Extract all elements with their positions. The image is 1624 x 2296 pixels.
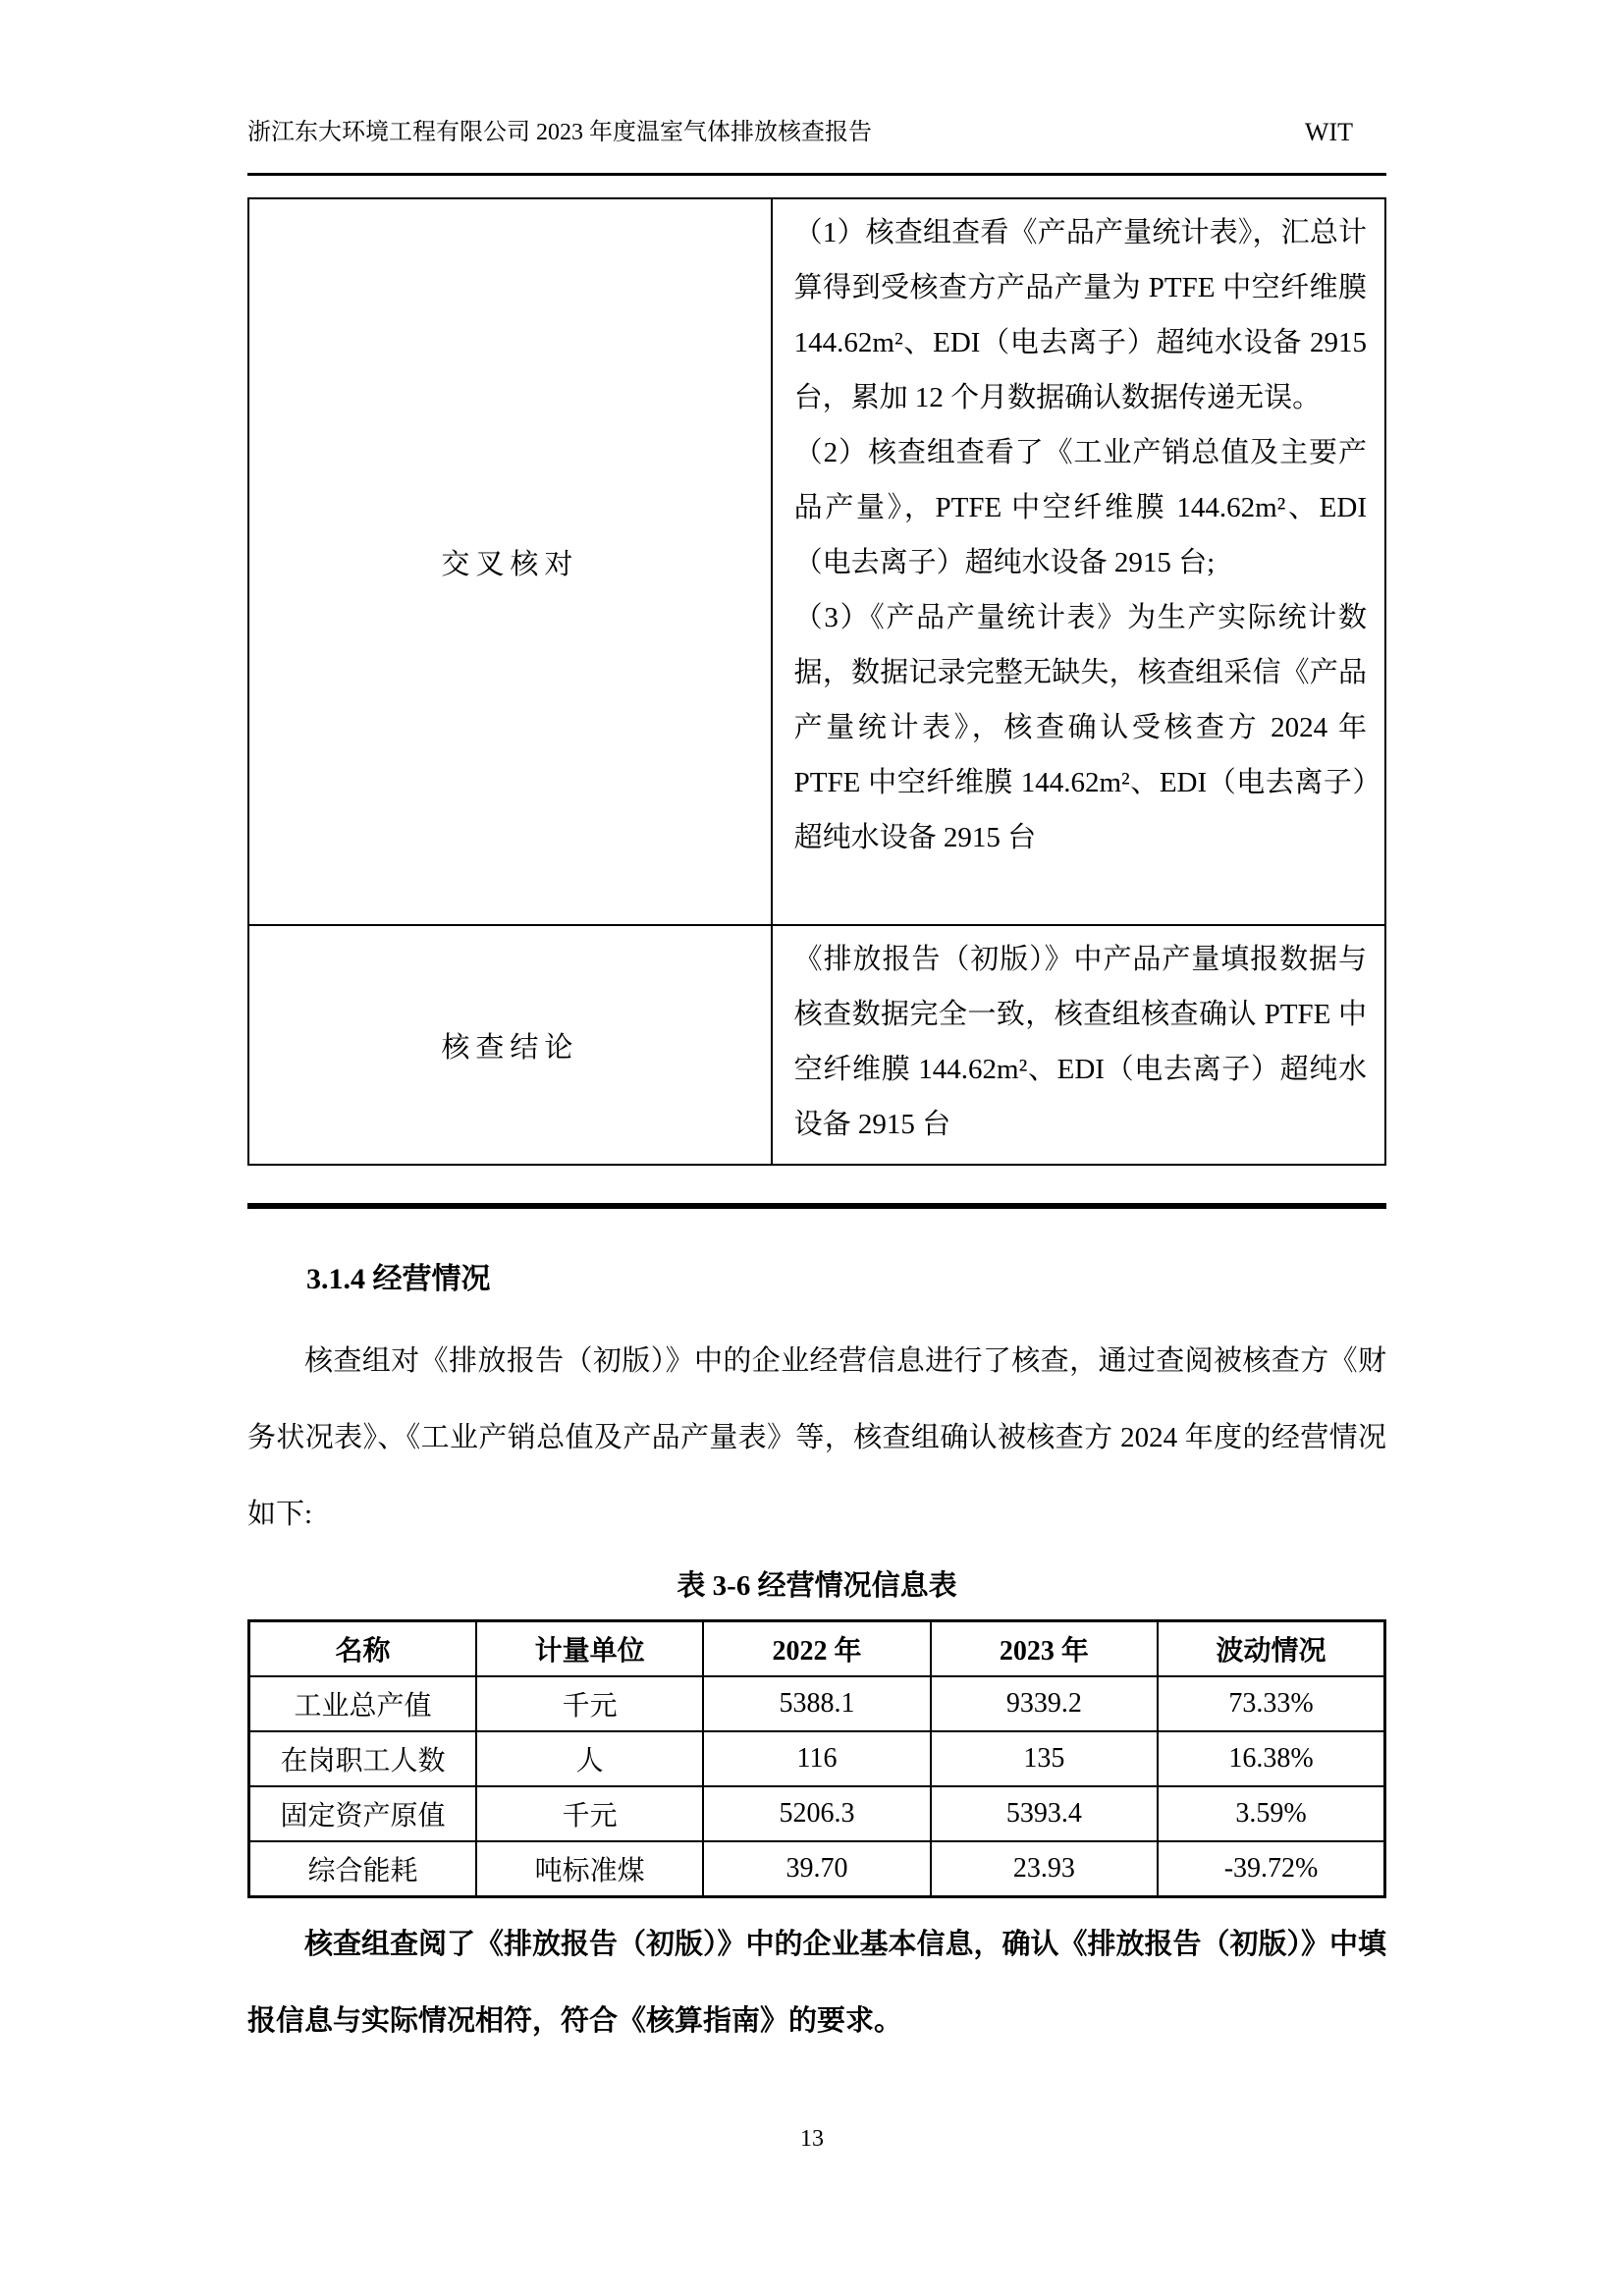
cell-unit: 千元 [476, 1676, 703, 1731]
cell-2022: 116 [703, 1731, 930, 1786]
section-paragraph: 核查组对《排放报告（初版）》中的企业经营信息进行了核查，通过查阅被核查方《财务状况表》、《工业产销总值及产品产量表》等，核查组确认被核查方 2024 年度的经营情况如下: [247, 1345, 1386, 1530]
cell-2023: 9339.2 [931, 1676, 1158, 1731]
column-header-name: 名称 [249, 1621, 476, 1677]
business-info-table [247, 1619, 1386, 1898]
section-heading: 3.1.4 经营情况 [306, 1263, 491, 1295]
conclusion-paragraph: 《排放报告（初版）》中产品产量填报数据与核查数据完全一致，核查组核查确认 PTFE 中空纤维膜 144.62m²、EDI（电去离子）超纯水设备 2915 台 [793, 944, 1367, 1140]
cell-name: 固定资产原值 [249, 1786, 476, 1841]
table-row-cross-check [248, 198, 1385, 925]
cross-check-paragraph-1: （1）核查组查看《产品产量统计表》，汇总计算得到受核查方产品产量为 PTFE 中空纤维膜 144.62m²、EDI（电去离子）超纯水设备 2915 台，累加 12 个月数据确认数据传递无误。 [793, 217, 1367, 413]
business-table-header-row [249, 1621, 1385, 1677]
cell-2022: 5388.1 [703, 1676, 930, 1731]
page-content [247, 0, 1386, 2059]
cell-name: 工业总产值 [249, 1676, 476, 1731]
header-title: 浙江东大环境工程有限公司 2023 年度温室气体排放核查报告 [247, 120, 872, 145]
header-rule [247, 173, 1386, 176]
page-number: 13 [800, 2126, 824, 2152]
cell-fluctuation: 16.38% [1158, 1731, 1384, 1786]
column-header-fluctuation: 波动情况 [1158, 1621, 1384, 1677]
cross-check-paragraph-3: （3）《产品产量统计表》为生产实际统计数据，数据记录完整无缺失，核查组采信《产品产量统计表》，核查确认受核查方 2024 年 PTFE 中空纤维膜 144.62m²、EDI（电去离子）超纯水设备 2915 台 [793, 602, 1367, 853]
cell-2023: 135 [931, 1731, 1158, 1786]
page-header [247, 0, 1386, 149]
row-label-conclusion: 核查结论 [248, 925, 772, 1165]
cell-unit: 吨标准煤 [476, 1841, 703, 1897]
cell-unit: 千元 [476, 1786, 703, 1841]
cell-2022: 5206.3 [703, 1786, 930, 1841]
table-row [249, 1731, 1385, 1786]
row-content-cross-check [772, 198, 1385, 925]
section-divider-rule [247, 1203, 1386, 1209]
row-content-conclusion [772, 925, 1385, 1165]
row-label-cross-check: 交叉核对 [248, 198, 772, 925]
column-header-unit: 计量单位 [476, 1621, 703, 1677]
table-row [249, 1676, 1385, 1731]
cell-2023: 5393.4 [931, 1786, 1158, 1841]
cell-fluctuation: 73.33% [1158, 1676, 1384, 1731]
cell-fluctuation: 3.59% [1158, 1786, 1384, 1841]
cell-unit: 人 [476, 1731, 703, 1786]
cross-check-table [247, 197, 1386, 1166]
cross-check-paragraph-2: （2）核查组查看了《工业产销总值及主要产品产量》，PTFE 中空纤维膜 144.62m²、EDI（电去离子）超纯水设备 2915 台; [793, 437, 1367, 578]
column-header-2023: 2023 年 [931, 1621, 1158, 1677]
closing-paragraph: 核查组查阅了《排放报告（初版）》中的企业基本信息，确认《排放报告（初版）》中填报信息与实际情况相符，符合《核算指南》的要求。 [247, 1929, 1387, 2037]
cell-name: 综合能耗 [249, 1841, 476, 1897]
table-row-conclusion [248, 925, 1385, 1165]
column-header-2022: 2022 年 [703, 1621, 930, 1677]
cell-fluctuation: -39.72% [1158, 1841, 1384, 1897]
table-row [249, 1841, 1385, 1897]
header-right-mark: WIT [1304, 118, 1353, 146]
table-caption: 表 3-6 经营情况信息表 [677, 1570, 957, 1602]
cell-2022: 39.70 [703, 1841, 930, 1897]
cell-name: 在岗职工人数 [249, 1731, 476, 1786]
table-row [249, 1786, 1385, 1841]
cell-2023: 23.93 [931, 1841, 1158, 1897]
